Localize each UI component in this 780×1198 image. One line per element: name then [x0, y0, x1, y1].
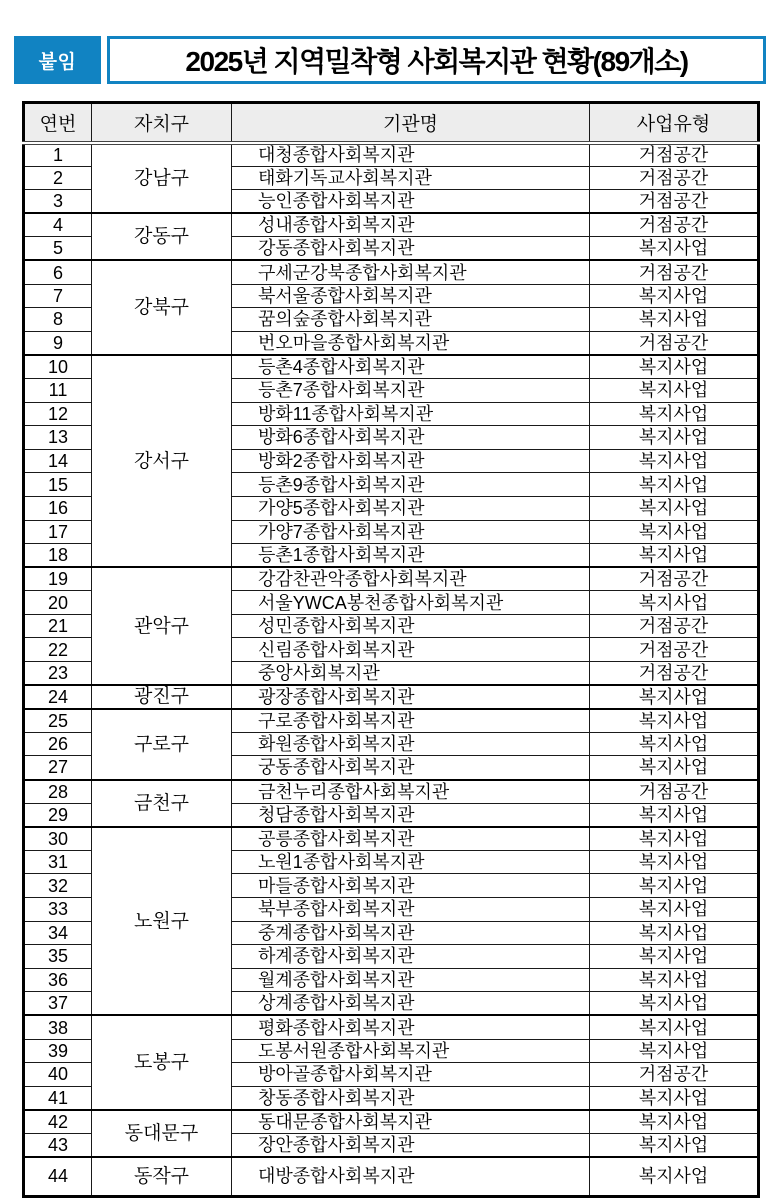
table-row — [24, 355, 759, 379]
row-number-cell: 5 — [24, 237, 92, 261]
row-number-cell: 42 — [24, 1110, 92, 1134]
facility-name-cell: 도봉서원종합사회복지관 — [232, 1039, 590, 1063]
business-type-cell: 복지사업 — [590, 709, 759, 733]
business-type-cell: 복지사업 — [590, 473, 759, 497]
facility-name-cell: 대방종합사회복지관 — [232, 1157, 590, 1196]
facility-name-cell: 등촌7종합사회복지관 — [232, 378, 590, 402]
facility-name-cell: 상계종합사회복지관 — [232, 992, 590, 1016]
facility-name-cell: 궁동종합사회복지관 — [232, 756, 590, 780]
welfare-centers-table — [22, 101, 760, 1198]
table-row — [24, 143, 759, 167]
business-type-cell: 복지사업 — [590, 685, 759, 709]
row-number-cell: 26 — [24, 732, 92, 756]
business-type-cell: 거점공간 — [590, 213, 759, 237]
facility-name-cell: 가양5종합사회복지관 — [232, 496, 590, 520]
business-type-cell: 복지사업 — [590, 1015, 759, 1039]
business-type-cell: 복지사업 — [590, 945, 759, 969]
business-type-cell: 복지사업 — [590, 1086, 759, 1110]
row-number-cell: 10 — [24, 355, 92, 379]
business-type-cell: 거점공간 — [590, 331, 759, 355]
district-cell: 구로구 — [92, 709, 232, 780]
row-number-cell: 43 — [24, 1133, 92, 1157]
row-number-cell: 11 — [24, 378, 92, 402]
row-number-cell: 21 — [24, 614, 92, 638]
district-cell: 동작구 — [92, 1157, 232, 1196]
row-number-cell: 13 — [24, 426, 92, 450]
page-title: 2025년 지역밀착형 사회복지관 현황(89개소) — [185, 46, 688, 77]
facility-name-cell: 강동종합사회복지관 — [232, 237, 590, 261]
business-type-cell: 복지사업 — [590, 1133, 759, 1157]
row-number-cell: 4 — [24, 213, 92, 237]
business-type-cell: 복지사업 — [590, 732, 759, 756]
district-cell: 강남구 — [92, 143, 232, 214]
row-number-cell: 41 — [24, 1086, 92, 1110]
district-cell: 금천구 — [92, 780, 232, 827]
table-row — [24, 213, 759, 237]
business-type-cell: 복지사업 — [590, 1110, 759, 1134]
business-type-cell: 거점공간 — [590, 190, 759, 214]
row-number-cell: 6 — [24, 260, 92, 284]
business-type-cell: 복지사업 — [590, 496, 759, 520]
business-type-cell: 복지사업 — [590, 591, 759, 615]
row-number-cell: 25 — [24, 709, 92, 733]
business-type-cell: 복지사업 — [590, 827, 759, 851]
facility-name-cell: 창동종합사회복지관 — [232, 1086, 590, 1110]
facility-name-cell: 구세군강북종합사회복지관 — [232, 260, 590, 284]
facility-name-cell: 월계종합사회복지관 — [232, 968, 590, 992]
row-number-cell: 2 — [24, 166, 92, 190]
business-type-cell: 거점공간 — [590, 143, 759, 167]
column-header: 자치구 — [92, 103, 232, 143]
row-number-cell: 30 — [24, 827, 92, 851]
facility-name-cell: 북부종합사회복지관 — [232, 898, 590, 922]
facility-name-cell: 번오마을종합사회복지관 — [232, 331, 590, 355]
row-number-cell: 23 — [24, 662, 92, 686]
facility-name-cell: 등촌1종합사회복지관 — [232, 544, 590, 568]
facility-name-cell: 중계종합사회복지관 — [232, 921, 590, 945]
row-number-cell: 18 — [24, 544, 92, 568]
facility-name-cell: 중앙사회복지관 — [232, 662, 590, 686]
business-type-cell: 복지사업 — [590, 756, 759, 780]
table-row — [24, 567, 759, 591]
row-number-cell: 7 — [24, 284, 92, 308]
table-row — [24, 1157, 759, 1196]
business-type-cell: 복지사업 — [590, 544, 759, 568]
row-number-cell: 15 — [24, 473, 92, 497]
facility-name-cell: 노원1종합사회복지관 — [232, 850, 590, 874]
business-type-cell: 거점공간 — [590, 1063, 759, 1087]
business-type-cell: 복지사업 — [590, 308, 759, 332]
row-number-cell: 36 — [24, 968, 92, 992]
district-cell: 강서구 — [92, 355, 232, 567]
business-type-cell: 복지사업 — [590, 898, 759, 922]
table-row — [24, 1110, 759, 1134]
business-type-cell: 거점공간 — [590, 260, 759, 284]
title-bar — [14, 36, 766, 84]
row-number-cell: 29 — [24, 803, 92, 827]
facility-name-cell: 대청종합사회복지관 — [232, 143, 590, 167]
row-number-cell: 28 — [24, 780, 92, 804]
facility-name-cell: 금천누리종합사회복지관 — [232, 780, 590, 804]
facility-name-cell: 성내종합사회복지관 — [232, 213, 590, 237]
facility-name-cell: 마들종합사회복지관 — [232, 874, 590, 898]
row-number-cell: 37 — [24, 992, 92, 1016]
row-number-cell: 19 — [24, 567, 92, 591]
row-number-cell: 35 — [24, 945, 92, 969]
row-number-cell: 22 — [24, 638, 92, 662]
district-cell: 도봉구 — [92, 1015, 232, 1109]
facility-name-cell: 강감찬관악종합사회복지관 — [232, 567, 590, 591]
business-type-cell: 거점공간 — [590, 638, 759, 662]
facility-name-cell: 방화11종합사회복지관 — [232, 402, 590, 426]
row-number-cell: 14 — [24, 449, 92, 473]
business-type-cell: 복지사업 — [590, 1157, 759, 1196]
facility-name-cell: 방화6종합사회복지관 — [232, 426, 590, 450]
row-number-cell: 9 — [24, 331, 92, 355]
business-type-cell: 거점공간 — [590, 567, 759, 591]
facility-name-cell: 평화종합사회복지관 — [232, 1015, 590, 1039]
district-cell: 강북구 — [92, 260, 232, 354]
facility-name-cell: 하계종합사회복지관 — [232, 945, 590, 969]
facility-name-cell: 꿈의숲종합사회복지관 — [232, 308, 590, 332]
district-cell: 동대문구 — [92, 1110, 232, 1157]
row-number-cell: 39 — [24, 1039, 92, 1063]
district-cell: 강동구 — [92, 213, 232, 260]
facility-name-cell: 청담종합사회복지관 — [232, 803, 590, 827]
business-type-cell: 복지사업 — [590, 520, 759, 544]
business-type-cell: 복지사업 — [590, 921, 759, 945]
row-number-cell: 40 — [24, 1063, 92, 1087]
facility-name-cell: 서울YWCA봉천종합사회복지관 — [232, 591, 590, 615]
business-type-cell: 거점공간 — [590, 166, 759, 190]
column-header: 기관명 — [232, 103, 590, 143]
row-number-cell: 44 — [24, 1157, 92, 1196]
facility-name-cell: 구로종합사회복지관 — [232, 709, 590, 733]
row-number-cell: 33 — [24, 898, 92, 922]
row-number-cell: 16 — [24, 496, 92, 520]
table-body — [24, 143, 759, 1197]
business-type-cell: 복지사업 — [590, 1039, 759, 1063]
business-type-cell: 복지사업 — [590, 355, 759, 379]
facility-name-cell: 방아골종합사회복지관 — [232, 1063, 590, 1087]
row-number-cell: 3 — [24, 190, 92, 214]
facility-name-cell: 신림종합사회복지관 — [232, 638, 590, 662]
table-row — [24, 1015, 759, 1039]
business-type-cell: 복지사업 — [590, 874, 759, 898]
business-type-cell: 복지사업 — [590, 968, 759, 992]
facility-name-cell: 성민종합사회복지관 — [232, 614, 590, 638]
district-cell: 관악구 — [92, 567, 232, 685]
row-number-cell: 31 — [24, 850, 92, 874]
row-number-cell: 27 — [24, 756, 92, 780]
business-type-cell: 복지사업 — [590, 378, 759, 402]
attachment-badge: 붙임 — [14, 36, 101, 84]
row-number-cell: 8 — [24, 308, 92, 332]
business-type-cell: 거점공간 — [590, 614, 759, 638]
row-number-cell: 38 — [24, 1015, 92, 1039]
table-row — [24, 709, 759, 733]
facility-name-cell: 장안종합사회복지관 — [232, 1133, 590, 1157]
row-number-cell: 34 — [24, 921, 92, 945]
facility-name-cell: 등촌4종합사회복지관 — [232, 355, 590, 379]
business-type-cell: 복지사업 — [590, 803, 759, 827]
facility-name-cell: 동대문종합사회복지관 — [232, 1110, 590, 1134]
facility-name-cell: 능인종합사회복지관 — [232, 190, 590, 214]
table-row — [24, 685, 759, 709]
column-header: 사업유형 — [590, 103, 759, 143]
business-type-cell: 복지사업 — [590, 284, 759, 308]
facility-name-cell: 화원종합사회복지관 — [232, 732, 590, 756]
business-type-cell: 거점공간 — [590, 780, 759, 804]
facility-name-cell: 태화기독교사회복지관 — [232, 166, 590, 190]
facility-name-cell: 광장종합사회복지관 — [232, 685, 590, 709]
column-header: 연번 — [24, 103, 92, 143]
table-row — [24, 780, 759, 804]
title-box — [107, 36, 766, 84]
business-type-cell: 복지사업 — [590, 992, 759, 1016]
table-row — [24, 260, 759, 284]
facility-name-cell: 등촌9종합사회복지관 — [232, 473, 590, 497]
row-number-cell: 32 — [24, 874, 92, 898]
row-number-cell: 20 — [24, 591, 92, 615]
business-type-cell: 복지사업 — [590, 850, 759, 874]
business-type-cell: 복지사업 — [590, 402, 759, 426]
facility-name-cell: 공릉종합사회복지관 — [232, 827, 590, 851]
row-number-cell: 17 — [24, 520, 92, 544]
district-cell: 노원구 — [92, 827, 232, 1016]
business-type-cell: 복지사업 — [590, 237, 759, 261]
row-number-cell: 12 — [24, 402, 92, 426]
table-row — [24, 827, 759, 851]
business-type-cell: 거점공간 — [590, 662, 759, 686]
row-number-cell: 1 — [24, 143, 92, 167]
district-cell: 광진구 — [92, 685, 232, 709]
row-number-cell: 24 — [24, 685, 92, 709]
table-header-row — [24, 103, 759, 143]
facility-name-cell: 북서울종합사회복지관 — [232, 284, 590, 308]
business-type-cell: 복지사업 — [590, 426, 759, 450]
business-type-cell: 복지사업 — [590, 449, 759, 473]
facility-name-cell: 가양7종합사회복지관 — [232, 520, 590, 544]
facility-name-cell: 방화2종합사회복지관 — [232, 449, 590, 473]
